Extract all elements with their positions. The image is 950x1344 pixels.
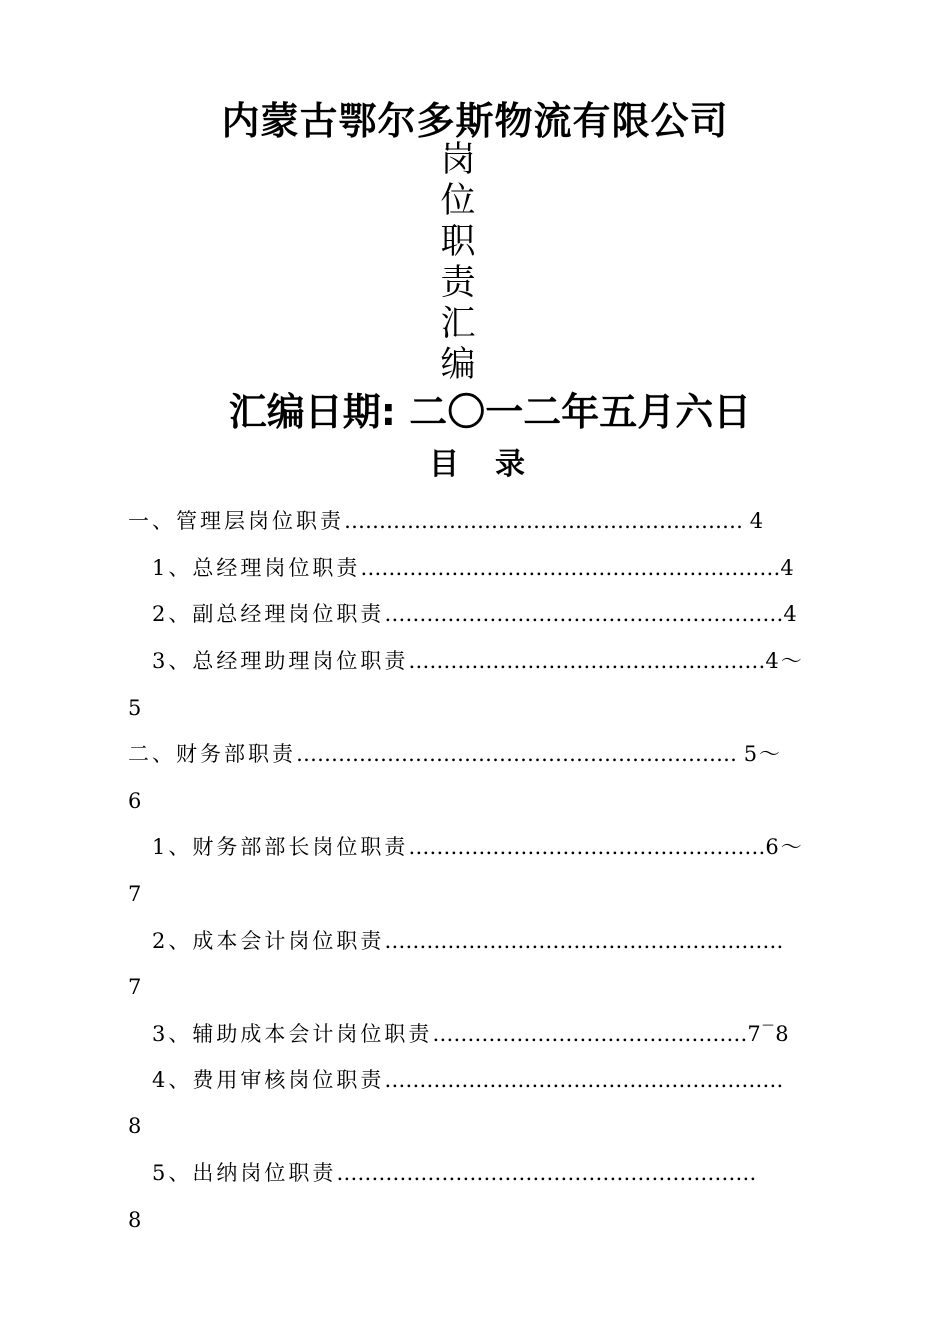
- toc-entry-label: 一、管理层岗位职责: [128, 509, 344, 533]
- toc-entry[interactable]: [152, 646, 804, 676]
- toc-entry-page: 4: [783, 602, 799, 626]
- toc-entry-page: 7‾8: [747, 1022, 791, 1046]
- toc-entry-page: 4: [749, 509, 766, 533]
- toc-entry-label: 3、总经理助理岗位职责: [152, 649, 409, 673]
- toc-entry-leader: ………………………………………………………: [296, 742, 744, 766]
- toc-entry-label: 4、费用审核岗位职责: [152, 1068, 385, 1092]
- toc-entry-label: 2、副总经理岗位职责: [152, 602, 385, 626]
- toc-entry-leader: ………………………………………: [432, 1022, 748, 1046]
- toc-entry-page-continuation: 7: [128, 882, 142, 906]
- toc-entry[interactable]: [152, 599, 799, 629]
- toc-entry-label: 2、成本会计岗位职责: [152, 929, 385, 953]
- toc-entry-page-continuation: 5: [128, 696, 142, 720]
- toc-entry-leader: …………………………………………………: [344, 509, 750, 533]
- company-title: 内蒙古鄂尔多斯物流有限公司: [221, 99, 729, 143]
- title-char: 位: [440, 181, 476, 221]
- compile-date: 汇编日期: 二〇一二年五月六日: [228, 390, 752, 434]
- title-char: 汇: [440, 304, 476, 344]
- toc-entry-leader: ……………………………………………: [408, 835, 766, 859]
- toc-entry-page-continuation: 8: [128, 1114, 142, 1138]
- toc-entry-page: 4: [780, 556, 796, 580]
- toc-entry-page-continuation: 6: [128, 789, 142, 813]
- toc-entry-leader: ……………………………………………: [408, 649, 766, 673]
- toc-entry-label: 1、财务部部长岗位职责: [152, 835, 409, 859]
- toc-entry-label: 二、财务部职责: [128, 742, 296, 766]
- toc-entry-page: 4～: [765, 649, 804, 673]
- toc-entry-page: 5～: [743, 742, 783, 766]
- toc-entry-leader: …………………………………………………: [384, 602, 784, 626]
- toc-entry[interactable]: [152, 1158, 756, 1188]
- toc-entry-leader: ……………………………………………………: [360, 556, 781, 580]
- toc-heading: 目录: [429, 447, 561, 482]
- toc-entry-page-continuation: 7: [128, 975, 142, 999]
- toc-entry-leader: …………………………………………………: [384, 929, 784, 953]
- title-char: 编: [440, 345, 476, 385]
- title-char: 职: [440, 222, 476, 262]
- toc-entry-label: 5、出纳岗位职责: [152, 1161, 337, 1185]
- title-char: 责: [440, 263, 476, 303]
- toc-entry[interactable]: [152, 1065, 783, 1095]
- toc-entry[interactable]: [152, 926, 783, 956]
- toc-entry-label: 1、总经理岗位职责: [152, 556, 361, 580]
- toc-entry[interactable]: [152, 553, 796, 583]
- toc-entry-leader: ……………………………………………………: [336, 1161, 757, 1185]
- title-char: 岗: [440, 140, 476, 180]
- toc-entry-label: 3、辅助成本会计岗位职责: [152, 1022, 433, 1046]
- toc-entry[interactable]: [152, 832, 804, 862]
- toc-entry[interactable]: [128, 739, 782, 769]
- toc-entry[interactable]: [128, 506, 765, 536]
- toc-entry-page: 6～: [765, 835, 804, 859]
- toc-entry-leader: …………………………………………………: [384, 1068, 784, 1092]
- toc-entry-page-continuation: 8: [128, 1208, 142, 1232]
- toc-entry[interactable]: [152, 1019, 791, 1049]
